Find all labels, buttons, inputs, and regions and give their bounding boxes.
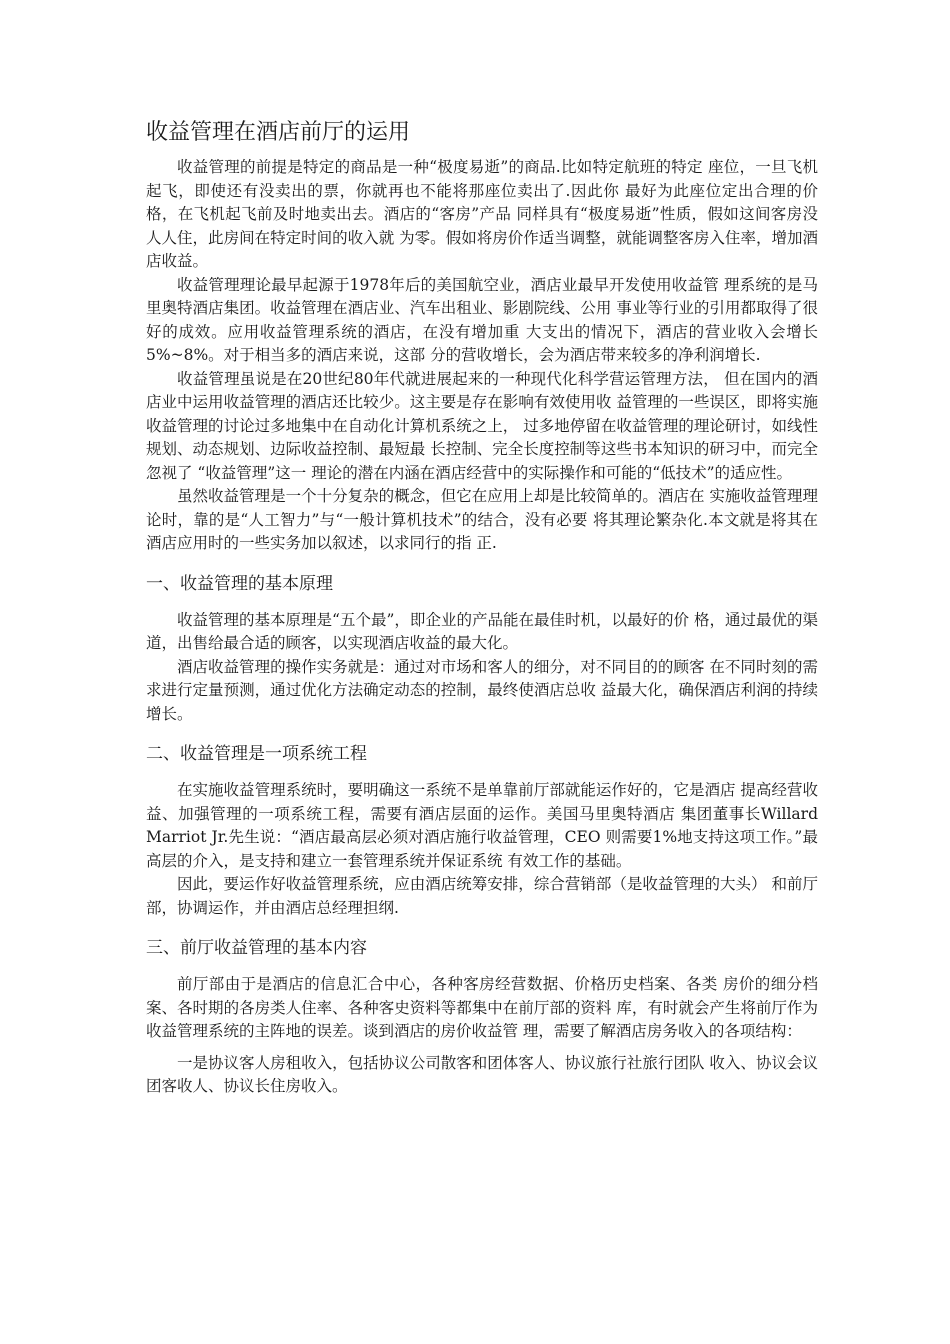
section-paragraph: 一是协议客人房租收入，包括协议公司散客和团体客人、协议旅行社旅行团队 收入、协议会议团客收人、协议长住房收入。 bbox=[146, 1053, 818, 1095]
intro-paragraph: 虽然收益管理是一个十分复杂的概念，但它在应用上却是比较简单的。酒店在 实施收益管理理论时，靠的是“人工智力”与“一般计算机技术”的结合，没有必要 将其理论繁杂化.本文就是将其在酒店应用时的一些实务加以叙述，以求同行的指 正. bbox=[146, 487, 818, 552]
intro-paragraph: 收益管理虽说是在20世纪80年代就进展起来的一种现代化科学营运管理方法， 但在国内的酒店业中运用收益管理的酒店还比较少。这主要是存在影响有效使用收 益管理的一些误区，即将实施收益管理的讨论过多地集中在自动化计算机系统之上， 过多地停留在收益管理的理论研讨，如线性规划、动态规划、边际收益控制、最短最 长控制、完全长度控制等这些书本知识的研习中，而完全忽视了 “收益管理”这一 理论的潜在内涵在酒店经营中的实际操作和可能的“低技术”的适应性。 bbox=[146, 369, 818, 482]
document-title: 收益管理在酒店前厅的运用 bbox=[146, 120, 411, 145]
section-heading-principles: 一、收益管理的基本原理 bbox=[146, 573, 333, 594]
intro-paragraph: 收益管理理论最早起源于1978年后的美国航空业，酒店业最早开发使用收益管 理系统的是马里奥特酒店集团。收益管理在酒店业、汽车出租业、影剧院线、公用 事业等行业的引用都取得了很好的成效。应用收益管理系统的酒店，在没有增加重 大支出的情况下，酒店的营业收入会增长5%~8%。对于相当多的酒店来说，这部 分的营收增长，会为酒店带来较多的净利润增长. bbox=[146, 275, 818, 364]
section-paragraph: 前厅部由于是酒店的信息汇合中心，各种客房经营数据、价格历史档案、各类 房价的细分档案、各时期的各房类人住率、各种客史资料等都集中在前厅部的资料 库，有时就会产生将前厅作为收益管理系统的主阵地的误差。谈到酒店的房价收益管 理，需要了解酒店房务收入的各项结构： bbox=[146, 975, 818, 1040]
document-body bbox=[146, 156, 818, 1099]
section-paragraph: 因此，要运作好收益管理系统，应由酒店统筹安排，综合营销部（是收益管理的大头） 和前厅部，协调运作，并由酒店总经理担纲. bbox=[146, 875, 818, 917]
intro-paragraph: 收益管理的前提是特定的商品是一种“极度易逝”的商品.比如特定航班的特定 座位，一旦飞机起飞，即使还有没卖出的票，你就再也不能将那座位卖出了.因此你 最好为此座位定出合理的价格，在飞机起飞前及时地卖出去。酒店的“客房”产品 同样具有“极度易逝”性质，假如这间客房没人人住，此房间在特定时间的收入就 为零。假如将房价作适当调整，就能调整客房入住率，增加酒店收益。 bbox=[146, 158, 818, 270]
section-heading-system-engineering: 二、收益管理是一项系统工程 bbox=[146, 744, 367, 764]
section-heading-front-office-content: 三、前厅收益管理的基本内容 bbox=[146, 938, 367, 958]
section-paragraph: 酒店收益管理的操作实务就是：通过对市场和客人的细分，对不同目的的顾客 在不同时刻的需求进行定量预测，通过优化方法确定动态的控制，最终使酒店总收 益最大化，确保酒店利润的持续增长。 bbox=[146, 657, 818, 723]
section-paragraph: 收益管理的基本原理是“五个最”，即企业的产品能在最佳时机，以最好的价 格，通过最优的渠道，出售给最合适的顾客，以实现酒店收益的最大化。 bbox=[146, 610, 818, 652]
section-paragraph: 在实施收益管理系统时，要明确这一系统不是单靠前厅部就能运作好的，它是酒店 提高经营收益、加强管理的一项系统工程，需要有酒店层面的运作。美国马里奥特酒店 集团董事长Willard Marriot Jr.先生说：“酒店最高层必须对酒店施行收益管理，CEO 则需要1%地支持这项工作。”最高层的介入，是支持和建立一套管理系统并保证系统 有效工作的基础。 bbox=[146, 781, 818, 870]
